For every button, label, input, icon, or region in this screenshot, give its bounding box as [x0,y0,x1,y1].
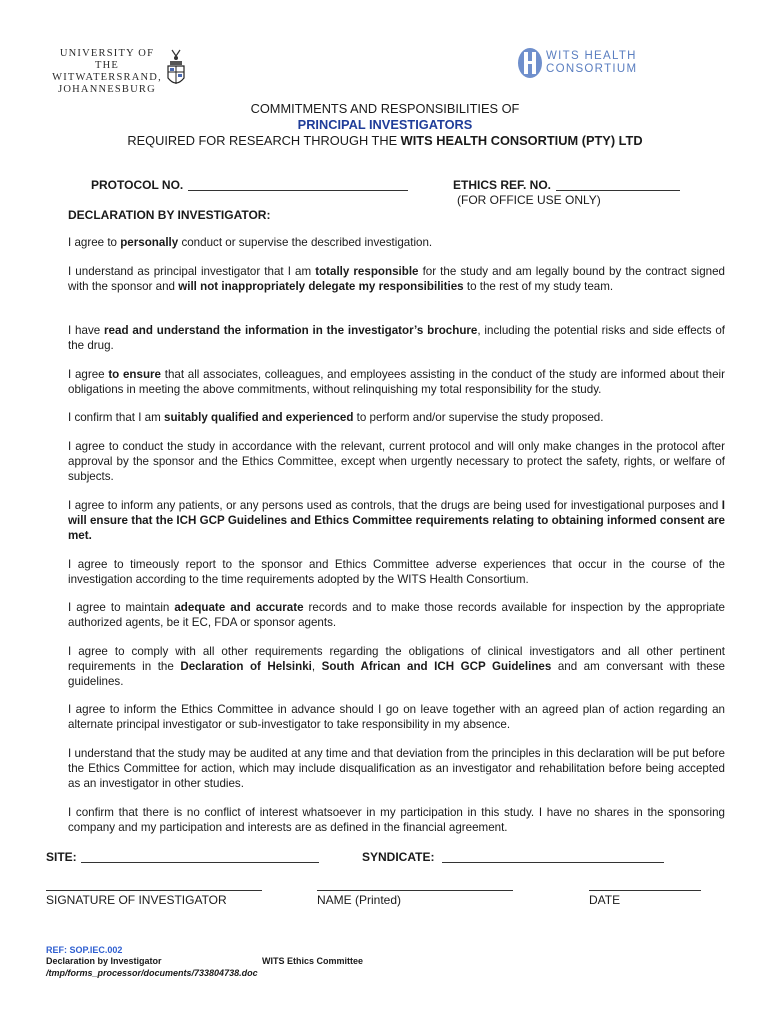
footer-doc-title: Declaration by Investigator [46,956,162,966]
paragraph-6: I agree to conduct the study in accordance with the relevant, current protocol and will only make changes in the protocol after approval by the sponsor and the Ethics Committee, except when urgently necessary to protect the safety, rights, or welfare of subjects. [68,440,725,483]
date-input-line[interactable] [589,890,701,891]
protocol-input-line[interactable] [188,190,408,191]
university-logo [48,48,198,98]
consortium-name: WITS HEALTH CONSORTIUM [546,50,638,75]
syndicate-label: SYNDICATE: [362,850,435,864]
paragraph-12: I understand that the study may be audited at any time and that deviation from the principles in this declaration will be put before the Ethics Committee for action, which may include disqualification as an investigator and rehabilitation before being accepted as an investigator in other studies. [68,747,725,790]
protocol-label: PROTOCOL NO. [91,178,184,192]
consortium-emblem-icon [516,46,544,80]
name-label: NAME (Printed) [317,893,402,907]
paragraph-5: I confirm that I am suitably qualified and experienced to perform and/or supervise the study proposed. [68,411,604,424]
title-line-2: PRINCIPAL INVESTIGATORS [297,117,473,132]
site-label: SITE: [46,850,77,864]
paragraph-8: I agree to timeously report to the sponsor and Ethics Committee adverse experiences that occur in the course of the investigation according to the time requirements adopted by the WITS Health Consortium. [68,558,725,586]
paragraph-10: I agree to comply with all other requirements regarding the obligations of clinical investigators and all other pertinent requirements in the Declaration of Helsinki, South African and ICH GCP Guidelines and am conversant with these guidelines. [68,645,725,688]
date-label: DATE [589,893,621,907]
name-input-line[interactable] [317,890,513,891]
paragraph-1: I agree to personally conduct or supervise the described investigation. [68,236,433,249]
paragraph-9: I agree to maintain adequate and accurate records and to make those records available for inspection by the appropriate authorized agents, be it EC, FDA or sponsor agents. [68,601,726,629]
paragraph-11: I agree to inform the Ethics Committee in advance should I go on leave together with an agreed plan of action regarding an alternate principal investigator or sub-investigator to take responsibility in my absence. [68,703,725,731]
site-input-line[interactable] [81,862,319,863]
footer-committee: WITS Ethics Committee [262,956,364,966]
signature-label: SIGNATURE OF INVESTIGATOR [46,893,227,907]
signature-input-line[interactable] [46,890,262,891]
paragraph-2: I understand as principal investigator that I am totally responsible for the study and am legally bound by the contract signed with the sponsor and will not inappropriately delegate my responsibilities to the rest of my study team. [68,265,725,293]
title-line-1: COMMITMENTS AND RESPONSIBILITIES OF [250,101,520,116]
declaration-heading: DECLARATION BY INVESTIGATOR: [68,208,271,222]
ethics-ref-input-line[interactable] [556,190,680,191]
paragraph-13: I confirm that there is no conflict of interest whatsoever in my participation in this study. I have no shares in the sponsoring company and my participation and interests are as defined in the financial agreement. [68,806,725,834]
office-use-note: (FOR OFFICE USE ONLY) [457,193,601,207]
crest-icon [166,48,186,90]
university-name: UNIVERSITY OF THE WITWATERSRAND, JOHANNESBURG [52,48,162,95]
footer-path: /tmp/forms_processor/documents/733804738.doc [46,968,258,978]
wits-health-logo [516,46,656,82]
syndicate-input-line[interactable] [442,862,664,863]
paragraph-4: I agree to ensure that all associates, colleagues, and employees assisting in the conduct of the study are informed about their obligations in meeting the above commitments, without relinquishing my total responsibility for the study. [68,368,725,396]
paragraph-7: I agree to inform any patients, or any persons used as controls, that the drugs are being used for investigational purposes and I will ensure that the ICH GCP Guidelines and Ethics Committee requirements relating to obtaining informed consent are met. [68,499,725,542]
paragraph-3: I have read and understand the information in the investigator’s brochure, including the potential risks and side effects of the drug. [68,324,725,352]
footer-ref: REF: SOP.IEC.002 [46,945,123,955]
ethics-ref-label: ETHICS REF. NO. [453,178,552,192]
title-line-3: REQUIRED FOR RESEARCH THROUGH THE WITS HEALTH CONSORTIUM (PTY) LTD [127,133,643,148]
